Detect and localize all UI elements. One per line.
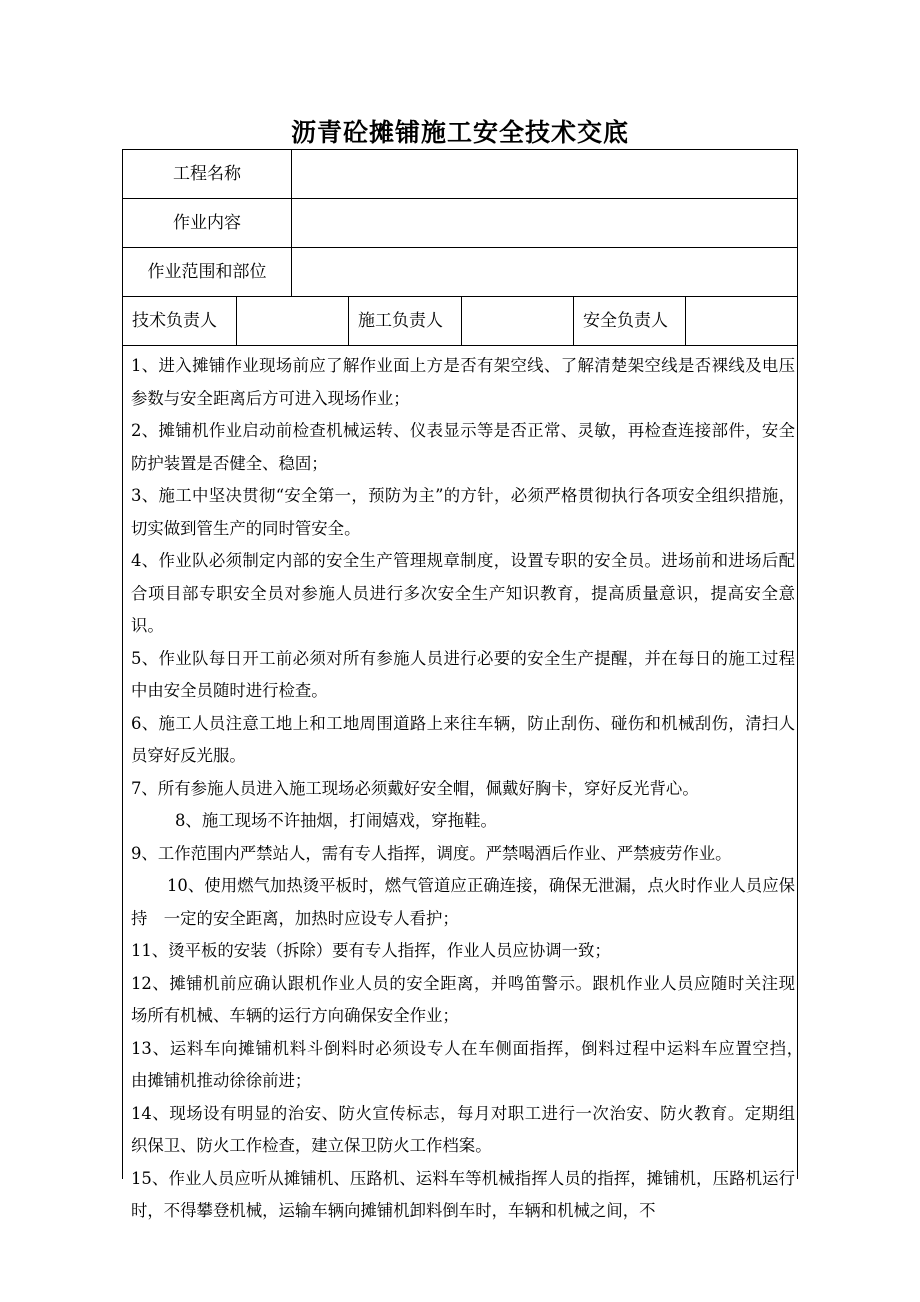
safety-item: 2、摊铺机作业启动前检查机械运转、仪表显示等是否正常、灵敏，再检查连接部件，安全防护装置是否健全、稳固； bbox=[131, 421, 795, 473]
tech-lead-label: 技术负责人 bbox=[132, 311, 217, 331]
safety-item: 4、作业队必须制定内部的安全生产管理规章制度，设置专职的安全员。进场前和进场后配合项目部专职安全员对参施人员进行多次安全生产知识教育，提高质量意识，提高安全意识。 bbox=[131, 551, 795, 635]
divider bbox=[291, 248, 292, 296]
divider bbox=[236, 297, 237, 345]
divider bbox=[685, 297, 686, 345]
safety-item: 6、施工人员注意工地上和工地周围道路上来往车辆，防止刮伤、碰伤和机械刮伤，清扫人员穿好反光服。 bbox=[131, 713, 795, 765]
safety-lead-label: 安全负责人 bbox=[583, 311, 668, 331]
project-name-row bbox=[123, 150, 797, 199]
safety-item: 12、摊铺机前应确认跟机作业人员的安全距离，并鸣笛警示。跟机作业人员应随时关注现 场所有机械、车辆的运行方向确保安全作业； bbox=[131, 973, 812, 1025]
safety-item: 7、所有参施人员进入施工现场必须戴好安全帽，佩戴好胸卡，穿好反光背心。 bbox=[131, 778, 699, 798]
document-title: 沥青砼摊铺施工安全技术交底 bbox=[290, 118, 629, 147]
work-content-label: 作业内容 bbox=[173, 213, 241, 233]
project-name-label: 工程名称 bbox=[173, 164, 241, 184]
divider bbox=[348, 297, 349, 345]
work-scope-label: 作业范围和部位 bbox=[147, 262, 267, 282]
work-scope-row bbox=[123, 248, 797, 297]
disclosure-table bbox=[122, 149, 812, 1220]
divider bbox=[291, 150, 292, 198]
construction-lead-label: 施工负责人 bbox=[358, 311, 443, 331]
safety-item: 8、施工现场不许抽烟，打闹嬉戏，穿拖鞋。 bbox=[175, 811, 497, 830]
safety-item: 5、作业队每日开工前必须对所有参施人员进行必要的安全生产提醒，并在每日的施工过程中由安全员随时进行检查。 bbox=[131, 648, 795, 700]
divider bbox=[291, 199, 292, 247]
safety-item: 14、现场设有明显的治安、防火宣传标志，每月对职工进行一次治安、防火教育。定期组 织保卫、防火工作检查，建立保卫防火工作档案。 bbox=[131, 1103, 812, 1155]
safety-item: 15、作业人员应听从摊铺机、压路机、运料车等机械指挥人员的指挥，摊铺机，压路机运行时，不得攀登机械，运输车辆向摊铺机卸料倒车时，车辆和机械之间，不 bbox=[131, 1168, 795, 1220]
safety-item: 3、施工中坚决贯彻“安全第一，预防为主”的方针，必须严格贯彻执行各项安全组织措施，切实做到管生产的同时管安全。 bbox=[131, 486, 795, 538]
divider bbox=[573, 297, 574, 345]
safety-item: 9、工作范围内严禁站人，需有专人指挥，调度。严禁喝酒后作业、严禁疲劳作业。 bbox=[131, 843, 732, 863]
safety-item: 1、进入摊铺作业现场前应了解作业面上方是否有架空线、了解清楚架空线是否裸线及电压参数与安全距离后方可进入现场作业； bbox=[131, 356, 795, 408]
safety-item: 13、运料车向摊铺机料斗倒料时必须设专人在车侧面指挥，倒料过程中运料车应置空挡， 由摊铺机推动徐徐前进； bbox=[131, 1038, 812, 1090]
safety-item: 10、使用燃气加热烫平板时，燃气管道应正确连接，确保无泄漏，点火时作业人员应保持 一定的安全距离，加热时应设专人看护； bbox=[131, 876, 795, 928]
safety-items bbox=[131, 350, 812, 1228]
safety-item: 11、烫平板的安装（拆除）要有专人指挥，作业人员应协调一致； bbox=[131, 941, 611, 960]
responsible-persons-row bbox=[123, 297, 797, 346]
work-content-row bbox=[123, 199, 797, 248]
divider bbox=[461, 297, 462, 345]
